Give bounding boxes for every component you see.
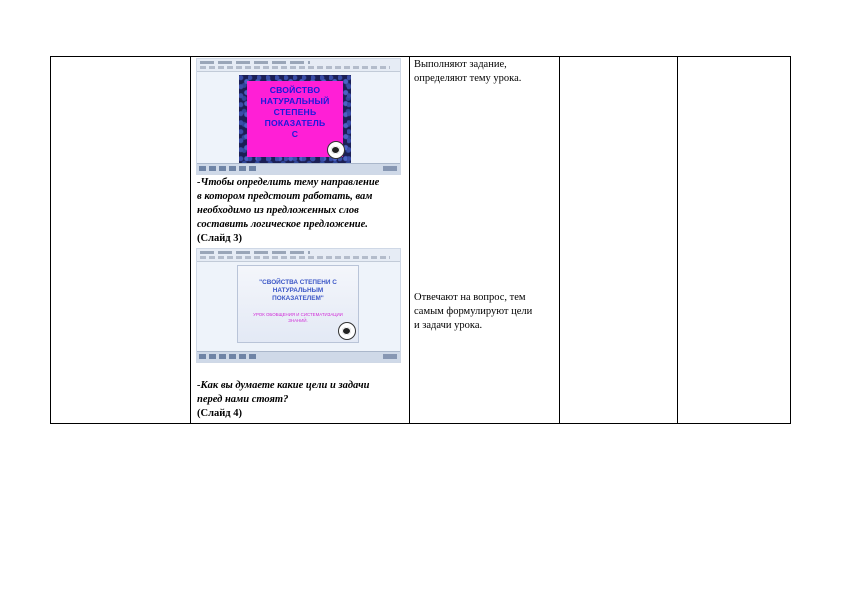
student-activity-line: и задачи урока. bbox=[414, 320, 483, 331]
taskbar bbox=[197, 351, 400, 362]
table-bottom-border bbox=[50, 423, 791, 424]
column-divider-3 bbox=[559, 56, 560, 424]
table-right-border bbox=[790, 56, 791, 424]
taskbar bbox=[197, 163, 400, 174]
student-activity-line: определяют тему урока. bbox=[414, 73, 522, 84]
instruction-line: составить логическое предложение. bbox=[197, 219, 368, 230]
slide-title-line: СТЕПЕНЬ bbox=[273, 107, 317, 117]
instruction-line: -Чтобы определить тему направление bbox=[197, 177, 380, 188]
slide-screenshot-2 bbox=[196, 248, 401, 363]
slide-topic-subtitle: УРОК ОБОБЩЕНИЯ И СИСТЕМАТИЗАЦИИ ЗНАНИЙ. bbox=[253, 312, 343, 323]
slide-topic-graphic bbox=[237, 265, 359, 343]
slide-title-line: С bbox=[291, 129, 299, 139]
slide-screenshot-1 bbox=[196, 58, 401, 175]
smiley-icon bbox=[338, 322, 356, 340]
column-divider-1 bbox=[190, 56, 191, 424]
slide-reference-3: (Слайд 3) bbox=[197, 233, 242, 244]
question-line: -Как вы думаете какие цели и задачи bbox=[197, 380, 370, 391]
question-line: перед нами стоят? bbox=[197, 394, 289, 405]
instruction-line: необходимо из предложенных слов bbox=[197, 205, 359, 216]
table-left-border bbox=[50, 56, 51, 424]
app-ribbon bbox=[197, 59, 400, 72]
column-divider-4 bbox=[677, 56, 678, 424]
student-activity-line: Выполняют задание, bbox=[414, 59, 507, 70]
slide-title-line: НАТУРАЛЬНЫЙ bbox=[260, 96, 330, 106]
smiley-icon bbox=[327, 141, 345, 159]
slide-topic-title: "СВОЙСТВА СТЕПЕНИ С НАТУРАЛЬНЫМ ПОКАЗАТЕЛЕМ" bbox=[259, 279, 337, 302]
slide-title-line: ПОКАЗАТЕЛЬ bbox=[264, 118, 326, 128]
column-divider-2 bbox=[409, 56, 410, 424]
slide-title-line: СВОЙСТВО bbox=[269, 85, 321, 95]
slide-reference-4: (Слайд 4) bbox=[197, 408, 242, 419]
student-activity-line: самым формулируют цели bbox=[414, 306, 533, 317]
instruction-line: в котором предстоит работать, вам bbox=[197, 191, 373, 202]
app-ribbon bbox=[197, 249, 400, 262]
slide-title-graphic bbox=[239, 75, 351, 163]
table-top-border bbox=[50, 56, 791, 57]
student-activity-line: Отвечают на вопрос, тем bbox=[414, 292, 526, 303]
